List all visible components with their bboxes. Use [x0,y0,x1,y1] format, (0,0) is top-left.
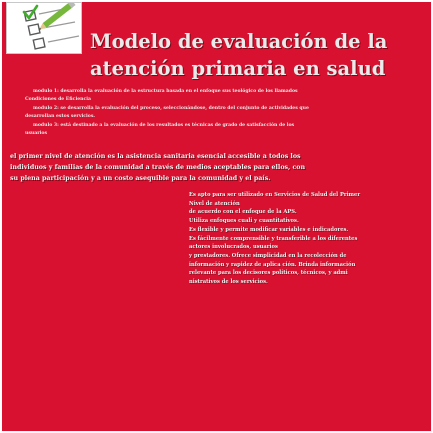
module-2-text: modulo 2: se desarrolla la evaluación del proceso, seleccionándose, dentro del conjunto de actividades que desarrollan estos servicios. [25,105,309,120]
feature-4: Es flexible y permite modificar variables e indicadores. [189,226,349,233]
slide [2,2,431,431]
modules-list [25,88,315,138]
model-features [189,191,371,287]
feature-5: Es fácilmente comprensible y transferible a los diferentes actores involucrados, usuarios [189,235,358,251]
feature-1: Es apto para ser utilizado en Servicios de Salud del Primer Nivel de atención [189,192,361,207]
module-1-text: modulo 1: desarrolla la evaluación de la estructura basada en el enfoque sus teológico de los llamados Condiciones de Eficiencia [25,89,298,103]
checklist-illustration [7,3,81,53]
feature-6: y prestadores. Ofrece simplicidad en la recolección de información y rapidez de aplica ción. Brinda información relevante para los decisores políticos, técnicos, y admi nistrativos de los servicios. [189,252,356,286]
feature-2: de acuerdo con el enfoque de la APS. [189,209,297,216]
checklist-icon [6,2,82,54]
slide-title: Modelo de evaluación de la atención primaria en salud [90,30,388,80]
module-3-text: modulo 3: está destinado a la evaluación de los resultados es técnicas de grado de satisfacción de los usuarios [25,122,295,137]
primary-care-definition: el primer nivel de atención es la asistencia sanitaria esencial accesible a todos los individuos y familias de la comunidad a través de medios aceptables para ellos, con su plena participación y a un costo asequible para la comunidad y el país. [10,153,306,183]
feature-3: Utiliza enfoques cuali y cuantitativos. [189,218,299,225]
